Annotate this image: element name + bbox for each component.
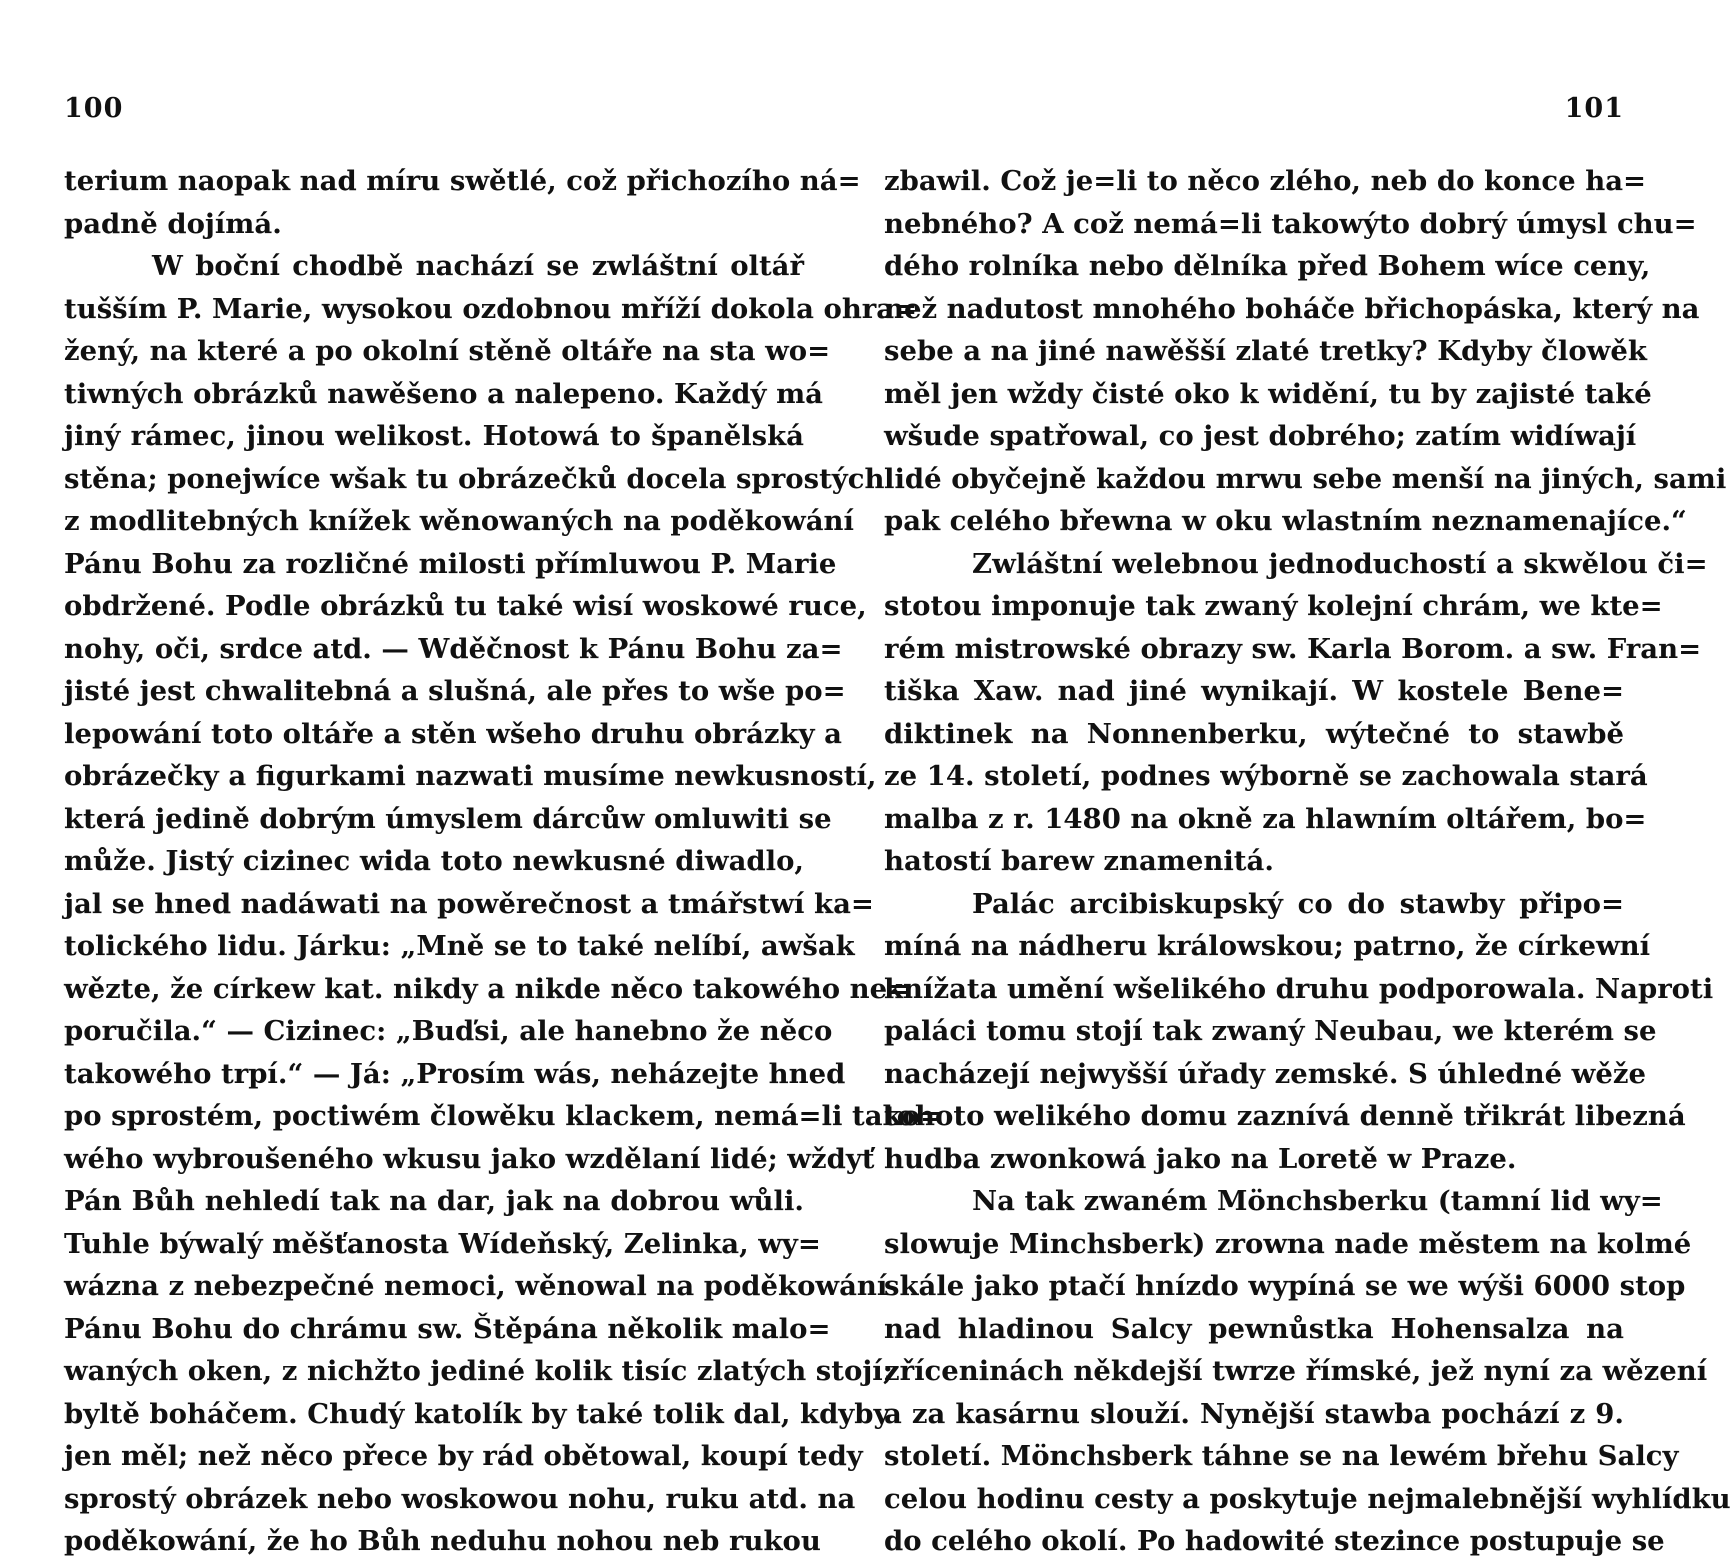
- text-line: jal se hned nadáwati na powěrečnost a tmářstwí ka=: [64, 887, 874, 920]
- text-line: obrázečky a figurkami nazwati musíme newkusností,: [64, 760, 877, 792]
- text-line: tiška Xaw. nad jiné wynikají. W kostele Bene=: [884, 675, 1624, 707]
- left-page: [64, 0, 943, 1557]
- text-line: po sprostém, poctiwém člowěku klackem, nemá=li tako=: [64, 1100, 943, 1132]
- text-line: wšude spatřowal, co jest dobrého; zatím widíwají: [884, 420, 1637, 452]
- text-line: lidé obyčejně každou mrwu sebe menší na jiných, sami: [884, 462, 1727, 495]
- text-line: tušším P. Marie, wysokou ozdobnou mříží dokola ohra=: [64, 292, 918, 325]
- text-line: pak celého břewna w oku wlastním neznamenajíce.“: [884, 505, 1687, 537]
- text-line: než nadutost mnohého boháče břichopáska, který na: [884, 292, 1700, 325]
- page-text: [64, 160, 943, 1563]
- text-line: nacházejí nejwyšší úřady zemské. S úhledné wěže: [884, 1057, 1646, 1090]
- text-line: žený, na které a po okolní stěně oltáře na sta wo=: [64, 335, 831, 367]
- text-line: terium naopak nad míru swětlé, což přichozího ná=: [64, 165, 861, 197]
- text-line: nad hladinou Salcy pewnůstka Hohensalza na: [884, 1312, 1624, 1345]
- text-line: Pánu Bohu za rozličné milosti přímluwou P. Marie: [64, 547, 837, 580]
- text-line: sprostý obrázek nebo woskowou nohu, ruku atd. na: [64, 1482, 856, 1515]
- text-line: padně dojímá.: [64, 207, 282, 240]
- text-line: obdržené. Podle obrázků tu také wisí woskowé ruce,: [64, 590, 867, 622]
- text-line: wázna z nebezpečné nemoci, wěnowal na poděkowání: [64, 1270, 888, 1302]
- text-line: nebného? A což nemá=li takowýto dobrý úmysl chu=: [884, 207, 1697, 240]
- text-line: Tuhle býwalý měšťanosta Wídeňský, Zelinka, wy=: [64, 1227, 821, 1260]
- text-line: waných oken, z nichžto jediné kolik tisíc zlatých stojí;: [64, 1355, 893, 1387]
- text-line: tiwných obrázků nawěšeno a nalepeno. Každý má: [64, 377, 824, 410]
- text-line: do celého okolí. Po hadowité stezince postupuje se: [884, 1525, 1665, 1557]
- text-line: takowého trpí.“ — Já: „Prosím wás, neházejte hned: [64, 1057, 846, 1090]
- text-line: celou hodinu cesty a poskytuje nejmalebnější wyhlídku: [884, 1482, 1731, 1515]
- text-line: může. Jistý cizinec wida toto newkusné diwadlo,: [64, 845, 804, 877]
- text-line: Pánu Bohu do chrámu sw. Štěpána několik malo=: [64, 1312, 831, 1345]
- text-line: jisté jest chwalitebná a slušná, ale přes to wše po=: [64, 675, 846, 707]
- text-line: Na tak zwaném Mönchsberku (tamní lid wy=: [972, 1185, 1663, 1217]
- text-line: měl jen wždy čisté oko k widění, tu by zajisté také: [884, 377, 1652, 410]
- text-line: jen měl; než něco přece by rád obětowal, koupí tedy: [64, 1440, 863, 1472]
- text-line: poděkowání, že ho Bůh neduhu nohou neb rukou: [64, 1525, 821, 1557]
- text-line: stotou imponuje tak zwaný kolejní chrám, we kte=: [884, 590, 1663, 622]
- text-line: století. Mönchsberk táhne se na lewém břehu Salcy: [884, 1440, 1679, 1472]
- text-line: stěna; ponejwíce wšak tu obrázečků docela sprostých: [64, 462, 885, 495]
- text-line: malba z r. 1480 na okně za hlawním oltářem, bo=: [884, 802, 1647, 835]
- text-line: W boční chodbě nachází se zwláštní oltář: [152, 250, 804, 282]
- text-line: z modlitebných knížek wěnowaných na poděkowání: [64, 505, 854, 537]
- text-line: tolického lidu. Járku: „Mně se to také nelíbí, awšak: [64, 930, 855, 962]
- text-line: wězte, že církew kat. nikdy a nikde něco takowého ne=: [64, 972, 911, 1005]
- right-page: [884, 0, 1731, 1557]
- text-line: Pán Bůh nehledí tak na dar, jak na dobrou wůli.: [64, 1185, 804, 1217]
- text-line: sebe a na jiné nawěšší zlaté tretky? Kdyby člowěk: [884, 335, 1647, 367]
- text-line: Zwláštní welebnou jednoduchostí a skwělou či=: [972, 547, 1708, 580]
- text-line: jiný rámec, jinou welikost. Hotowá to španělská: [64, 420, 804, 452]
- text-line: dého rolníka nebo dělníka před Bohem wíce ceny,: [884, 250, 1651, 282]
- text-line: slowuje Minchsberk) zrowna nade městem na kolmé: [884, 1227, 1692, 1260]
- text-line: diktinek na Nonnenberku, wýtečné to stawbě: [884, 717, 1624, 750]
- text-line: byltě boháčem. Chudý katolík by také tolik dal, kdyby: [64, 1397, 890, 1430]
- text-line: wého wybroušeného wkusu jako wzdělaní lidé; wždyť: [64, 1142, 875, 1175]
- text-line: tohoto welikého domu zaznívá denně třikrát libezná: [884, 1100, 1686, 1132]
- text-line: paláci tomu stojí tak zwaný Neubau, we kterém se: [884, 1015, 1657, 1047]
- text-line: lepowání toto oltáře a stěn wšeho druhu obrázky a: [64, 717, 842, 750]
- text-line: míná na nádheru králowskou; patrno, že církewní: [884, 930, 1651, 962]
- text-line: nohy, oči, srdce atd. — Wděčnost k Pánu Bohu za=: [64, 632, 843, 665]
- text-line: skále jako ptačí hnízdo wypíná se we wýši 6000 stop: [884, 1270, 1686, 1302]
- text-line: ze 14. století, podnes wýborně se zachowala stará: [884, 760, 1648, 792]
- page-number: 101: [1564, 93, 1624, 124]
- text-line: rém mistrowské obrazy sw. Karla Borom. a sw. Fran=: [884, 632, 1702, 665]
- text-line: zříceninách někdejší twrze římské, jež nyní za wězení: [884, 1355, 1708, 1387]
- text-line: hudba zwonkowá jako na Loretě w Praze.: [884, 1142, 1517, 1175]
- text-line: Palác arcibiskupský co do stawby připo=: [972, 887, 1624, 920]
- page-number: 100: [64, 93, 124, 124]
- text-line: poručila.“ — Cizinec: „Buďsi, ale hanebno že něco: [64, 1015, 833, 1047]
- text-line: a za kasárnu slouží. Nynější stawba pochází z 9.: [884, 1397, 1624, 1430]
- text-line: která jedině dobrým úmyslem dárcůw omluwiti se: [64, 802, 832, 835]
- text-line: knížata umění wšelikého druhu podporowala. Naproti: [884, 972, 1714, 1005]
- text-line: hatostí barew znamenitá.: [884, 845, 1274, 877]
- text-line: zbawil. Což je=li to něco zlého, neb do konce ha=: [884, 165, 1647, 197]
- page-text: [884, 160, 1731, 1563]
